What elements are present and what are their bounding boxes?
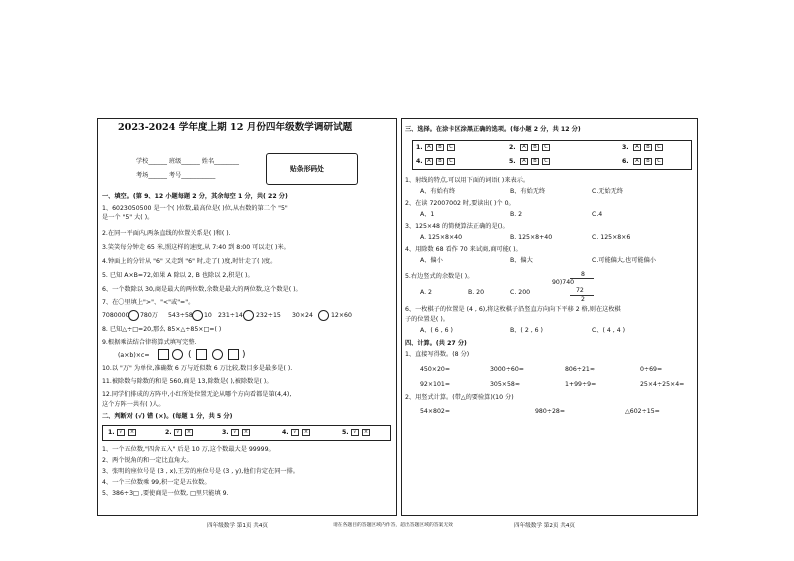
calc-item: 0÷69=: [640, 366, 663, 373]
question-4: 4.钟面上的分针从 "6" 又走到 "6" 时,走了( )度,时针走了( )度。: [102, 258, 277, 265]
compare-item: 12×60: [331, 312, 352, 319]
question-11: 11.被除数与除数的和是 560,商是 13,除数是( ),被除数是( )。: [102, 378, 273, 385]
choice-5: 5.右边竖式的余数是( )。: [405, 273, 474, 280]
choice-3-b: B. 125×8+40: [510, 234, 553, 241]
compare-circle[interactable]: [318, 310, 329, 321]
compare-item: 543÷58: [168, 312, 193, 319]
choice-2-a: A、1: [420, 211, 435, 218]
card-num: 3.: [622, 144, 629, 151]
choice-3-a: A. 125×8×40: [420, 234, 463, 241]
question-2: 2.在同一平面内,两条直线的位置关系是( )和( ).: [102, 230, 231, 237]
calc-item: 450×20=: [420, 366, 451, 373]
compare-circle[interactable]: [243, 310, 254, 321]
cross-box[interactable]: ×: [363, 429, 369, 435]
choice-6-b: B、( 2 , 6 ): [510, 327, 543, 334]
choice-5-a: A. 2: [420, 289, 432, 296]
check-box[interactable]: √: [351, 429, 359, 436]
option-c-box[interactable]: C: [447, 158, 455, 165]
calc-item: 3000÷60=: [490, 366, 524, 373]
footer-notice: 请在各题目的答题区域内作答，超出答题区域的答案无效: [333, 523, 453, 528]
calc-item: 806÷21≈: [565, 366, 596, 373]
card-num: 1.: [416, 144, 423, 151]
question-9: 9.根据乘法结合律将算式填写完整.: [102, 339, 197, 346]
option-c-box[interactable]: C: [447, 144, 455, 151]
option-a-box[interactable]: A: [520, 158, 528, 165]
option-b-box[interactable]: B: [436, 158, 444, 165]
paren-close: ): [242, 350, 246, 360]
question-7: 7、在〇里填上">"、"<"或"="。: [102, 299, 195, 306]
choice-3: 3、125×48 的简便算法正确的是()。: [405, 223, 509, 230]
option-a-box[interactable]: A: [425, 158, 433, 165]
check-box[interactable]: √: [174, 429, 182, 436]
answer-square[interactable]: [158, 349, 169, 360]
calc-direct-heading: 1、直接写得数。(8 分): [405, 351, 470, 358]
question-10: 10.以 "万" 为单位,准确数 6 万与近似数 6 万比较,数目多是最多是( ).: [102, 365, 293, 372]
choice-4-b: B、偏大: [510, 257, 533, 264]
cross-box[interactable]: ×: [129, 429, 135, 435]
compare-item: 780万: [140, 312, 158, 319]
footer-page-1: 四年级数学 第1页 共4页: [207, 523, 269, 529]
compare-item: 231÷14: [218, 312, 243, 319]
exam-room-number-fields: 考场______ 考号___________: [136, 172, 216, 179]
choice-5-b: B. 20: [468, 289, 485, 296]
option-b-box[interactable]: B: [436, 144, 444, 151]
vertical-item: 980÷28=: [535, 408, 566, 415]
barcode-label: 贴条形码处: [290, 165, 324, 173]
school-class-name-fields: 学校______ 班级______ 姓名________: [136, 158, 239, 165]
question-8: 8. 已知△÷□=20,那么 85×△÷85×□=( ): [102, 326, 222, 333]
section-calc-heading: 四、计算。(共 27 分): [405, 340, 467, 347]
option-a-box[interactable]: A: [520, 144, 528, 151]
option-c-box[interactable]: C: [542, 144, 550, 151]
compare-circle[interactable]: [192, 310, 203, 321]
choice-2-b: B. 2: [510, 211, 523, 218]
option-a-box[interactable]: A: [425, 144, 433, 151]
option-b-box[interactable]: B: [644, 144, 652, 151]
question-12: 12.同学们排成的方阵中,小红所处位置无论从哪个方向看都是第(4,4),: [102, 391, 292, 398]
card-num: 2.: [509, 144, 516, 151]
choice-1-a: A、有始有终: [420, 188, 456, 195]
question-6: 6、一个数除以 30,商是最大的两位数,余数是最大的两位数,这个数是( )。: [102, 286, 302, 293]
answer-square[interactable]: [228, 349, 239, 360]
choice-6-cont: 子的位置是( )。: [405, 316, 449, 323]
option-b-box[interactable]: B: [644, 158, 652, 165]
check-box[interactable]: √: [231, 429, 239, 436]
judge-3: 3、张明的座位号是 (3 , x),王芳的座位号是 (3 , y),他们肯定在同一排。: [102, 468, 299, 475]
section-choice-heading: 三、选择。在涂卡区涂黑正确的选项。(每小题 2 分，共 12 分): [405, 126, 581, 133]
judge-4: 4、一个三位数乘 99,积一定是五位数。: [102, 479, 211, 486]
compare-circle[interactable]: [128, 310, 139, 321]
vertical-item: △602÷15=: [625, 408, 660, 415]
question-1-cont: 是一个 "5" 大( )。: [102, 214, 154, 221]
choice-1-b: B、有始无终: [510, 188, 546, 195]
question-5: 5. 已知 A×B=72,如果 A 除以 2, B 也除以 2,积是( )。: [102, 272, 254, 279]
choice-6: 6、一枚棋子的位置是 (4 , 6),将这枚棋子沿竖直方向向下平移 2 格,则在这枚棋: [405, 306, 621, 313]
check-box[interactable]: √: [291, 429, 299, 436]
vertical-item: 54×802=: [420, 408, 451, 415]
answer-circle[interactable]: [172, 349, 183, 360]
option-c-box[interactable]: C: [542, 158, 550, 165]
judge-5: 5、386÷3□ ,要使商是一位数, □里只能填 9.: [102, 490, 229, 497]
option-b-box[interactable]: B: [531, 144, 539, 151]
option-c-box[interactable]: C: [655, 144, 663, 151]
compare-lead: 7080000: [102, 312, 130, 319]
long-division-quotient: 8: [581, 271, 585, 278]
card-num: 6.: [622, 158, 629, 165]
answer-square[interactable]: [196, 349, 207, 360]
question-9-expression: (a×b)×c=: [118, 352, 150, 359]
compare-item: 10: [204, 312, 212, 319]
compare-item: 30×24: [292, 312, 313, 319]
long-division-remainder: 2: [581, 296, 585, 303]
calc-vertical-heading: 2、用竖式计算。(带△的要验算)(10 分): [405, 394, 514, 401]
section-fill-blank-heading: 一、填空。(第 9、12 小题每题 2 分，其余每空 1 分，共( 22 分): [102, 193, 288, 200]
question-1: 1、6023050500 是一个( )位数,最高位是( )位,从右数的第二个 "5": [102, 205, 288, 212]
judge-num: 4.: [282, 429, 289, 436]
choice-4-a: A、偏小: [420, 257, 443, 264]
footer-page-2: 四年级数学 第2页 共4页: [514, 523, 576, 529]
choice-1-c: C.无始无终: [592, 188, 624, 195]
cross-box[interactable]: ×: [186, 429, 192, 435]
calc-item: 1+99÷9=: [565, 381, 597, 388]
choice-6-c: C、( 4 , 4 ): [592, 327, 626, 334]
answer-circle[interactable]: [212, 349, 223, 360]
question-3: 3.笑笑每分钟走 65 米,照这样的速度,从 7:40 到 8:00 可以走( )米。: [102, 244, 290, 251]
choice-5-c: C. 200: [510, 289, 531, 296]
option-a-box[interactable]: A: [633, 158, 641, 165]
check-box[interactable]: √: [117, 429, 125, 436]
option-b-box[interactable]: B: [531, 158, 539, 165]
option-a-box[interactable]: A: [633, 144, 641, 151]
long-division-dividend: 90)740: [552, 279, 575, 286]
judge-num: 3.: [222, 429, 229, 436]
paren-open: (: [188, 350, 192, 360]
card-num: 5.: [509, 158, 516, 165]
judge-num: 5.: [342, 429, 349, 436]
choice-2-c: C.4: [592, 211, 603, 218]
judge-num: 2.: [165, 429, 172, 436]
choice-2: 2、在读 72007002 时,要读出( )个 0。: [405, 200, 515, 207]
calc-item: 92×101=: [420, 381, 451, 388]
long-division-product: 72: [576, 287, 584, 294]
section-judge-heading: 二、判断对 (√) 错 (×)。(每题 1 分，共 5 分): [102, 413, 233, 420]
choice-6-a: A、( 6 , 6 ): [420, 327, 453, 334]
choice-4: 4、用除数 68 看作 70 来试商,商可能( )。: [405, 246, 522, 253]
option-c-box[interactable]: C: [655, 158, 663, 165]
card-num: 4.: [416, 158, 423, 165]
choice-4-c: C.可能偏大,也可能偏小: [592, 257, 656, 264]
calc-item: 25×4÷25×4=: [640, 381, 685, 388]
division-bracket-line: [570, 278, 594, 279]
question-12-cont: 这个方阵一共有( )人。: [102, 401, 165, 408]
choice-1: 1、射线的特点,可以用下面的词语( )来表示。: [405, 177, 530, 184]
judge-1: 1、一个五位数,"四舍五入" 后是 10 万,这个数最大是 99999。: [102, 446, 275, 453]
cross-box[interactable]: ×: [303, 429, 309, 435]
exam-title: 2023-2024 学年度上期 12 月份四年级数学调研试题: [118, 122, 353, 133]
calc-item: 305×58≈: [490, 381, 521, 388]
compare-item: 232÷15: [256, 312, 281, 319]
choice-3-c: C. 125×8×6: [592, 234, 631, 241]
judge-num: 1.: [108, 429, 115, 436]
judge-2: 2、两个锐角的和一定比直角大。: [102, 457, 193, 464]
cross-box[interactable]: ×: [243, 429, 249, 435]
